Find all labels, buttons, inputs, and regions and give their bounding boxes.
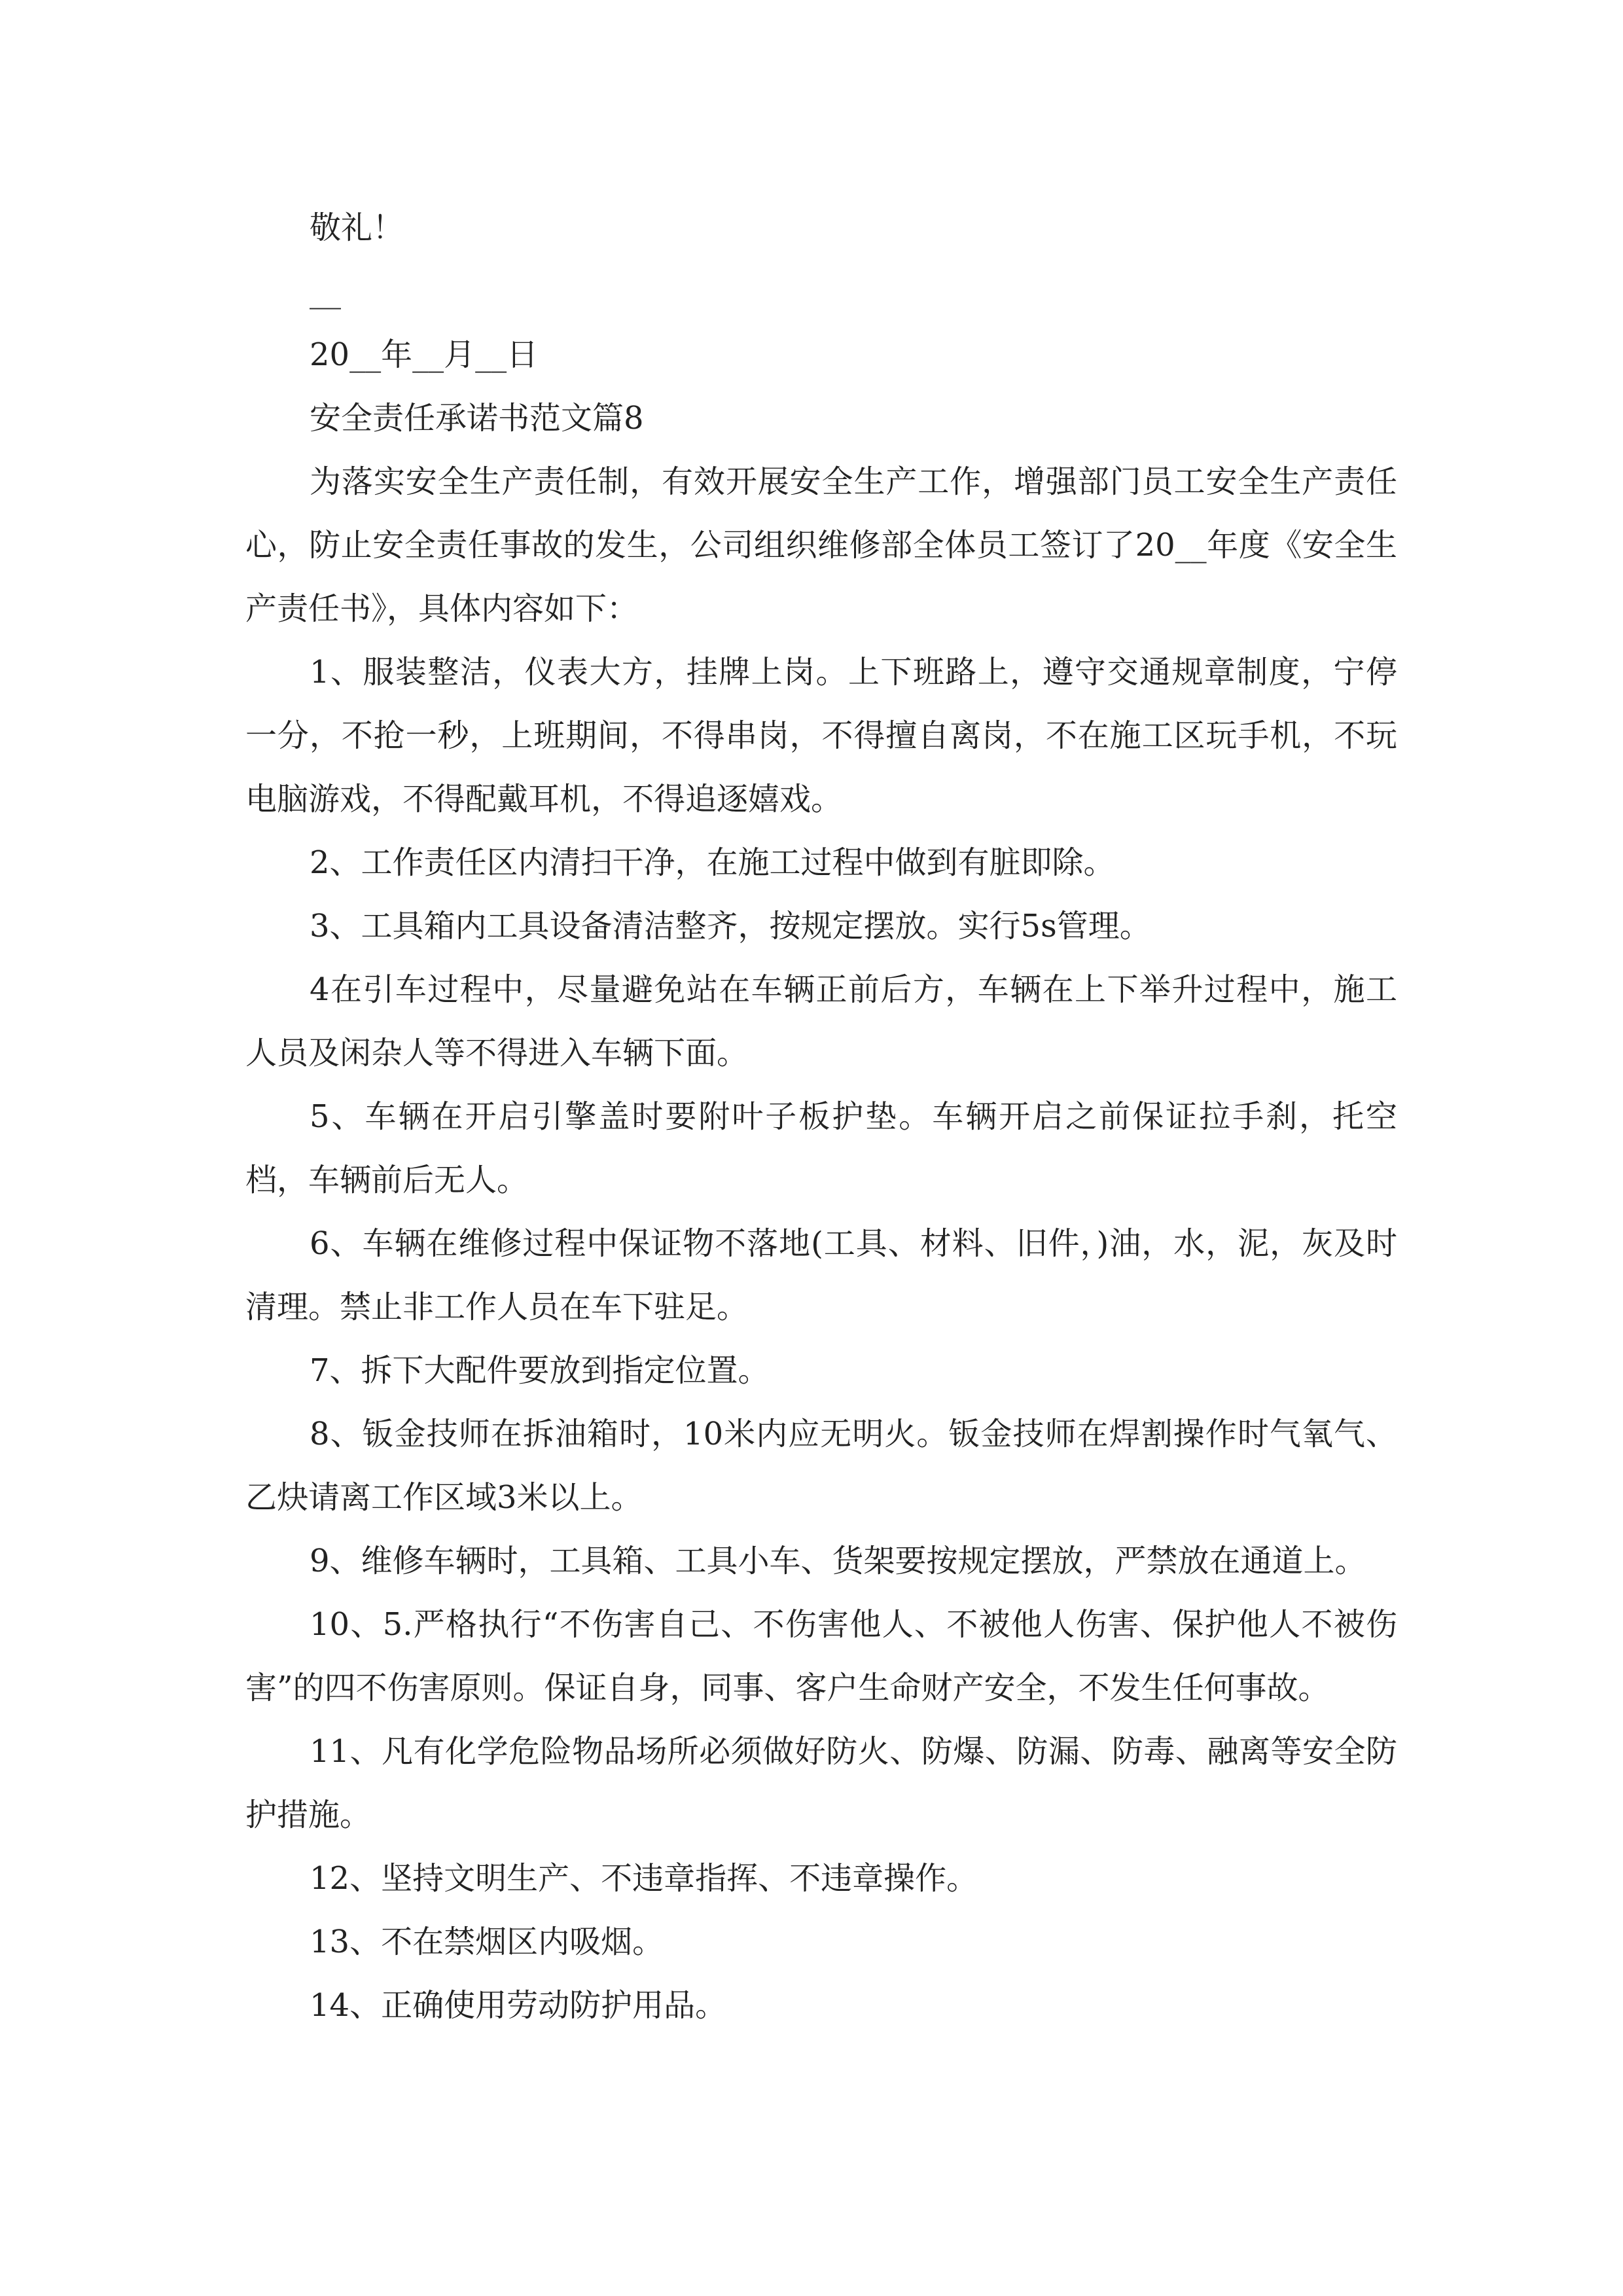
closing-salutation: 敬礼！ [310,209,404,246]
list-item: 10、5.严格执行“不伤害自己、不伤害他人、不被他人伤害、保护他人不被伤害”的四不伤害原则。保证自身，同事、客户生命财产安全，不发生任何事故。 [245,1606,1397,1706]
signature-underscore: __ [310,273,341,310]
list-item: 14、正确使用劳动防护用品。 [310,1987,727,2024]
list-item: 6、车辆在维修过程中保证物不落地(工具、材料、旧件，)油，水，泥，灰及时清理。禁止非工作人员在车下驻足。 [245,1225,1397,1325]
list-item: 5、车辆在开启引擎盖时要附叶子板护垫。车辆开启之前保证拉手刹，托空档，车辆前后无人。 [245,1098,1397,1198]
list-item: 1、服装整洁，仪表大方，挂牌上岗。上下班路上，遵守交通规章制度，宁停一分，不抢一秒，上班期间，不得串岗，不得擅自离岗，不在施工区玩手机，不玩电脑游戏，不得配戴耳机，不得追逐嬉戏。 [245,654,1397,817]
list-item: 2、工作责任区内清扫干净，在施工过程中做到有脏即除。 [310,844,1115,881]
list-item: 11、凡有化学危险物品场所必须做好防火、防爆、防漏、防毒、融离等安全防护措施。 [245,1733,1397,1833]
list-item: 13、不在禁烟区内吸烟。 [310,1924,664,1960]
list-item: 8、钣金技师在拆油箱时，10米内应无明火。钣金技师在焊割操作时气氧气、乙炔请离工作区域3米以上。 [245,1416,1397,1516]
list-item: 3、工具箱内工具设备清洁整齐，按规定摆放。实行5s管理。 [310,908,1151,944]
date-line: 20__年__月__日 [310,336,539,373]
intro-paragraph: 为落实安全生产责任制，有效开展安全生产工作，增强部门员工安全生产责任心，防止安全责任事故的发生，公司组织维修部全体员工签订了20__年度《安全生产责任书》，具体内容如下： [245,463,1397,627]
signature-blank [245,260,1397,323]
document-body [245,196,1397,2037]
section-title: 安全责任承诺书范文篇8 [310,400,644,437]
list-item: 4在引车过程中，尽量避免站在车辆正前后方，车辆在上下举升过程中，施工人员及闲杂人等不得进入车辆下面。 [245,971,1397,1071]
list-item: 7、拆下大配件要放到指定位置。 [310,1352,770,1389]
list-item: 9、维修车辆时，工具箱、工具小车、货架要按规定摆放，严禁放在通道上。 [310,1543,1366,1579]
list-item: 12、坚持文明生产、不违章指挥、不违章操作。 [310,1860,978,1897]
